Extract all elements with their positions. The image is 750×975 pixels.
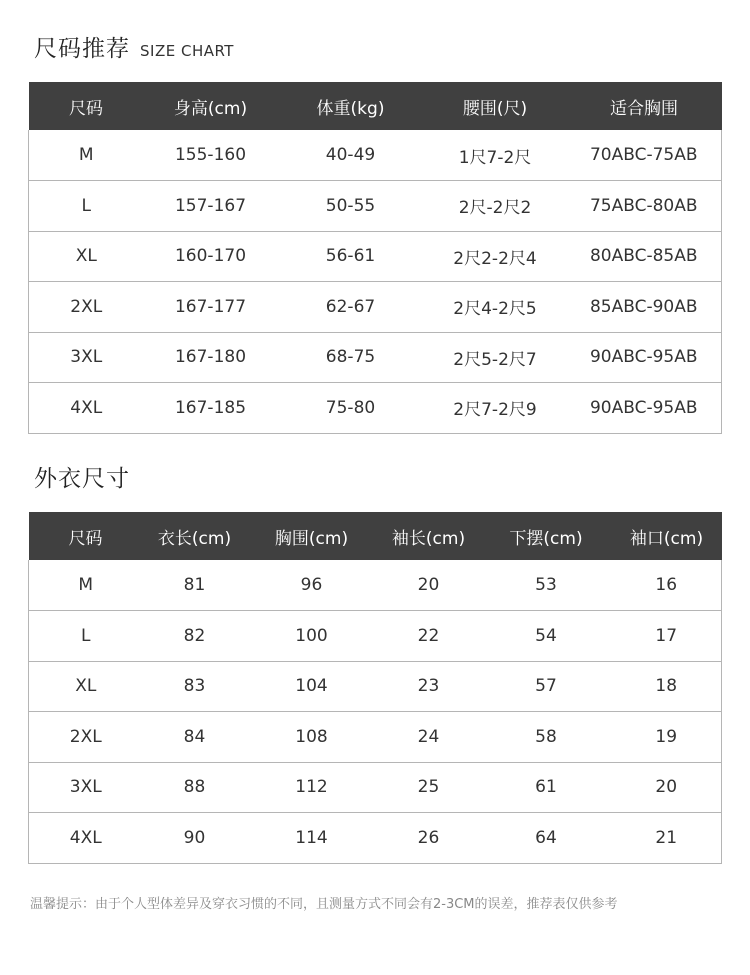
table-cell: 75-80	[325, 397, 376, 418]
table-cell: 83	[143, 661, 247, 712]
table-cell: 82	[143, 611, 247, 662]
table-cell: 18	[612, 661, 722, 712]
table-cell: 2XL	[29, 712, 143, 763]
table-row	[29, 560, 722, 611]
column-header: 下摆(cm)	[509, 528, 583, 549]
table-cell: 157-167	[144, 181, 278, 232]
table-cell: 64	[535, 827, 557, 848]
table-cell: 2尺7-2尺9	[453, 400, 537, 421]
table-cell: 2XL	[29, 282, 144, 333]
table-row	[29, 712, 722, 763]
table-cell: 114	[295, 827, 328, 848]
size-chart-title-cn: 尺码推荐	[34, 36, 130, 62]
table-cell: 70ABC-75AB	[567, 130, 722, 181]
table-header-row	[29, 512, 722, 560]
table-cell: 160-170	[144, 231, 278, 282]
table-cell: 56-61	[278, 231, 424, 282]
table-row	[29, 130, 722, 181]
table-cell: 54	[481, 611, 612, 662]
size-chart-title-en: SIZE CHART	[140, 42, 234, 60]
column-header: 袖口(cm)	[629, 528, 704, 549]
column-header: 衣长(cm)	[157, 528, 232, 549]
table-cell: L	[29, 181, 144, 232]
coat-size-title-cn: 外衣尺寸	[34, 466, 130, 492]
table-cell: 23	[377, 661, 481, 712]
table-row	[29, 661, 722, 712]
table-cell: 2尺-2尺2	[424, 181, 567, 232]
table-cell: 112	[247, 762, 377, 813]
size-footnote: 温馨提示：由于个人型体差异及穿衣习惯的不同，且测量方式不同会有2-3CM的误差，推荐表仅供参考	[30, 897, 618, 912]
table-cell: 20	[377, 560, 481, 611]
table-cell: 88	[143, 762, 247, 813]
column-header: 体重(kg)	[316, 98, 385, 119]
column-header: 袖长(cm)	[391, 528, 466, 549]
table-cell: 22	[377, 611, 481, 662]
table-cell: 25	[377, 762, 481, 813]
table-cell: 57	[481, 661, 612, 712]
table-cell: 167-177	[144, 282, 278, 333]
table-cell: 96	[247, 560, 377, 611]
size-chart-title	[34, 30, 234, 63]
table-cell: 90ABC-95AB	[567, 332, 722, 383]
table-cell: XL	[29, 231, 144, 282]
table-cell: 21	[655, 827, 678, 848]
table-cell: 167-185	[174, 397, 247, 418]
table-cell: 17	[612, 611, 722, 662]
table-cell: 2尺5-2尺7	[424, 332, 567, 383]
column-header: 胸围(cm)	[274, 528, 349, 549]
table-cell: 155-160	[144, 130, 278, 181]
table-cell: 68-75	[278, 332, 424, 383]
table-row	[29, 611, 722, 662]
table-cell: 167-180	[144, 332, 278, 383]
table-cell: 85ABC-90AB	[567, 282, 722, 333]
table-cell: 4XL	[69, 827, 102, 848]
table-header-row	[29, 82, 722, 130]
table-cell: XL	[29, 661, 143, 712]
table-cell: 90	[183, 827, 206, 848]
table-cell: 16	[612, 560, 722, 611]
table-cell: 104	[247, 661, 377, 712]
size-recommendation-table	[28, 82, 722, 434]
table-cell: 3XL	[29, 332, 144, 383]
table-row	[29, 762, 722, 813]
coat-size-table	[28, 512, 722, 864]
coat-size-title	[34, 460, 130, 493]
table-cell: 58	[481, 712, 612, 763]
table-cell: 2尺4-2尺5	[424, 282, 567, 333]
table-row	[29, 231, 722, 282]
table-cell: 84	[143, 712, 247, 763]
table-cell: 1尺7-2尺	[424, 130, 567, 181]
table-row	[29, 813, 722, 864]
table-cell: 53	[481, 560, 612, 611]
table-row	[29, 332, 722, 383]
column-header: 尺码	[68, 528, 103, 549]
table-cell: 50-55	[278, 181, 424, 232]
column-header: 身高(cm)	[173, 98, 248, 119]
table-cell: 80ABC-85AB	[567, 231, 722, 282]
table-cell: 19	[612, 712, 722, 763]
table-cell: 2尺2-2尺4	[424, 231, 567, 282]
table-cell: L	[29, 611, 143, 662]
table-cell: M	[29, 130, 144, 181]
table-cell: 26	[417, 827, 440, 848]
table-cell: M	[29, 560, 143, 611]
table-cell: 108	[247, 712, 377, 763]
table-cell: 90ABC-95AB	[589, 397, 698, 418]
table-row	[29, 282, 722, 333]
table-row	[29, 181, 722, 232]
column-header: 适合胸围	[610, 98, 678, 119]
table-cell: 24	[377, 712, 481, 763]
table-cell: 4XL	[70, 397, 103, 418]
column-header: 腰围(尺)	[462, 98, 528, 119]
table-cell: 62-67	[278, 282, 424, 333]
table-cell: 100	[247, 611, 377, 662]
table-cell: 61	[481, 762, 612, 813]
table-cell: 81	[143, 560, 247, 611]
table-cell: 20	[612, 762, 722, 813]
table-row	[29, 383, 722, 434]
table-cell: 75ABC-80AB	[567, 181, 722, 232]
table-cell: 3XL	[29, 762, 143, 813]
column-header: 尺码	[69, 98, 103, 119]
table-cell: 40-49	[278, 130, 424, 181]
